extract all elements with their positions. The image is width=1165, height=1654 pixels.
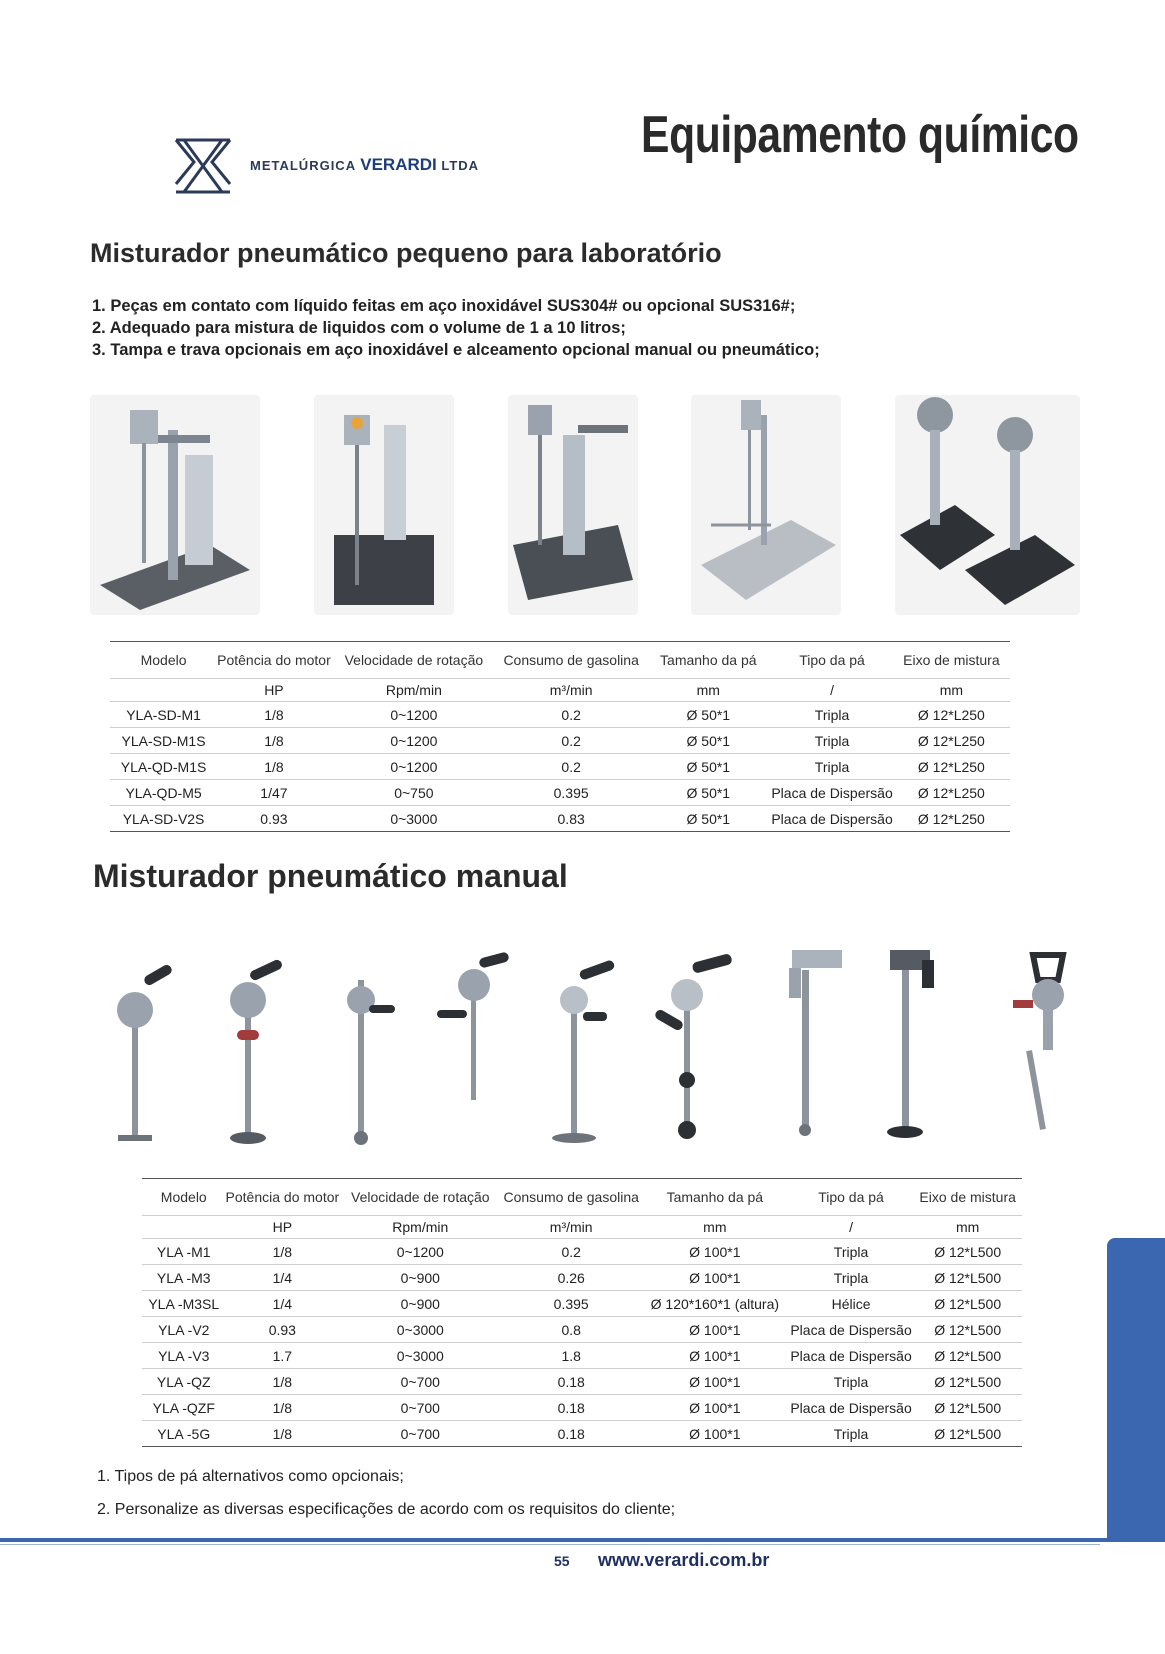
table-cell: Placa de Dispersão <box>789 1317 914 1343</box>
column-header: Potência do motor <box>226 1179 340 1216</box>
table-cell: 1/8 <box>217 702 331 728</box>
unit-cell: / <box>789 1216 914 1239</box>
table-cell: Ø 120*160*1 (altura) <box>641 1291 789 1317</box>
hand-mixer-photo <box>880 950 975 1150</box>
hand-mixer-photo <box>314 950 409 1150</box>
column-header: Potência do motor <box>217 642 331 679</box>
table-cell: Ø 12*L250 <box>893 754 1010 780</box>
table-row <box>142 1343 1022 1369</box>
table-cell: Ø 100*1 <box>641 1395 789 1421</box>
feature-item: 3. Tampa e trava opcionais em aço inoxidável e alceamento opcional manual ou pneumático; <box>92 341 820 359</box>
page-number: 55 <box>554 1553 570 1569</box>
table-cell: 0.26 <box>501 1265 641 1291</box>
table-cell: Ø 12*L500 <box>913 1317 1022 1343</box>
table-cell: 0.93 <box>226 1317 340 1343</box>
column-header: Consumo de gasolina <box>497 642 645 679</box>
unit-cell: / <box>771 679 892 702</box>
table-cell: 0~900 <box>339 1265 501 1291</box>
table-cell: 0~1200 <box>331 754 497 780</box>
table-cell: Ø 100*1 <box>641 1317 789 1343</box>
table-cell: YLA-QD-M5 <box>110 780 217 806</box>
table-cell: Placa de Dispersão <box>771 806 892 832</box>
unit-cell: Rpm/min <box>331 679 497 702</box>
table-cell: Ø 12*L500 <box>913 1239 1022 1265</box>
feature-list <box>92 295 820 361</box>
unit-cell: mm <box>893 679 1010 702</box>
hand-mixer-photo <box>88 950 183 1150</box>
table-row <box>110 806 1010 832</box>
lab-mixer-stand-icon <box>895 395 1080 615</box>
hand-mixer-icon <box>541 950 636 1150</box>
table-cell: 1/8 <box>217 728 331 754</box>
column-header: Modelo <box>142 1179 226 1216</box>
hand-mixer-icon <box>880 950 975 1150</box>
column-header: Tipo da pá <box>771 642 892 679</box>
table-cell: YLA -5G <box>142 1421 226 1447</box>
table-row <box>142 1265 1022 1291</box>
unit-cell: mm <box>645 679 771 702</box>
table-cell: 0.2 <box>497 754 645 780</box>
hand-mixer-photo-row <box>88 950 1088 1150</box>
table-cell: YLA-SD-M1S <box>110 728 217 754</box>
table-header-row <box>142 1179 1022 1216</box>
table-cell: 0~700 <box>339 1395 501 1421</box>
column-header: Eixo de mistura <box>893 642 1010 679</box>
lab-mixer-photo-row <box>90 395 1080 625</box>
table-cell: 0~750 <box>331 780 497 806</box>
table-cell: 0.2 <box>497 702 645 728</box>
unit-cell: m³/min <box>501 1216 641 1239</box>
table-cell: Ø 12*L250 <box>893 780 1010 806</box>
table-cell: YLA -M3 <box>142 1265 226 1291</box>
table-cell: Tripla <box>771 754 892 780</box>
table-cell: 0~3000 <box>339 1317 501 1343</box>
unit-cell: mm <box>641 1216 789 1239</box>
table-cell: Ø 12*L250 <box>893 702 1010 728</box>
table-cell: Tripla <box>771 702 892 728</box>
table-cell: 0~1200 <box>331 728 497 754</box>
side-tab <box>1107 1238 1165 1538</box>
table-cell: Tripla <box>771 728 892 754</box>
table-cell: Ø 12*L500 <box>913 1343 1022 1369</box>
table-cell: Ø 12*L500 <box>913 1421 1022 1447</box>
lab-mixer-photo <box>314 395 454 615</box>
table-cell: 0~3000 <box>339 1343 501 1369</box>
table-cell: 0.395 <box>501 1291 641 1317</box>
table-cell: 0.18 <box>501 1369 641 1395</box>
table-cell: Ø 50*1 <box>645 702 771 728</box>
section-title-lab-mixer: Misturador pneumático pequeno para laboratório <box>90 238 722 268</box>
logo-wordmark: METALÚRGICA VERARDI LTDA <box>250 155 480 174</box>
table-cell: Ø 100*1 <box>641 1369 789 1395</box>
table-cell: Hélice <box>789 1291 914 1317</box>
section-title-manual-mixer: Misturador pneumático manual <box>93 858 568 894</box>
table-cell: 0.93 <box>217 806 331 832</box>
table-cell: Tripla <box>789 1239 914 1265</box>
website-link[interactable]: www.verardi.com.br <box>598 1550 770 1570</box>
table-cell: Ø 50*1 <box>645 806 771 832</box>
unit-cell <box>142 1216 226 1239</box>
lab-mixer-spec-table <box>110 641 1010 832</box>
table-cell: YLA-SD-V2S <box>110 806 217 832</box>
footer-rule <box>0 1538 1165 1542</box>
hand-mixer-photo <box>427 950 522 1150</box>
feature-item: 1. Peças em contato com líquido feitas em aço inoxidável SUS304# ou opcional SUS316#; <box>92 297 796 315</box>
footer-rule-thin <box>0 1544 1100 1545</box>
table-cell: YLA -V2 <box>142 1317 226 1343</box>
hand-mixer-icon <box>201 950 296 1150</box>
table-cell: 0~3000 <box>331 806 497 832</box>
table-cell: Tripla <box>789 1369 914 1395</box>
table-row <box>142 1291 1022 1317</box>
table-cell: Placa de Dispersão <box>789 1395 914 1421</box>
table-cell: 1.8 <box>501 1343 641 1369</box>
unit-cell: HP <box>217 679 331 702</box>
table-cell: 1/4 <box>226 1265 340 1291</box>
page-title: Equipamento químico <box>641 106 1079 164</box>
column-header: Velocidade de rotação <box>331 642 497 679</box>
feature-item: 2. Adequado para mistura de liquidos com o volume de 1 a 10 litros; <box>92 319 626 337</box>
notes-list <box>97 1460 675 1526</box>
table-cell: 0.2 <box>497 728 645 754</box>
table-cell: 0~900 <box>339 1291 501 1317</box>
table-cell: YLA -M3SL <box>142 1291 226 1317</box>
lab-mixer-photo <box>691 395 841 615</box>
table-cell: Tripla <box>789 1421 914 1447</box>
table-cell: YLA -QZF <box>142 1395 226 1421</box>
table-cell: YLA -M1 <box>142 1239 226 1265</box>
hand-mixer-icon <box>427 950 522 1150</box>
hand-mixer-photo <box>201 950 296 1150</box>
table-cell: 0~1200 <box>339 1239 501 1265</box>
table-row <box>142 1317 1022 1343</box>
column-header: Eixo de mistura <box>913 1179 1022 1216</box>
table-row <box>142 1369 1022 1395</box>
column-header: Modelo <box>110 642 217 679</box>
hand-mixer-photo <box>541 950 636 1150</box>
table-row <box>110 780 1010 806</box>
unit-cell: HP <box>226 1216 340 1239</box>
lab-mixer-stand-icon <box>508 395 638 615</box>
table-cell: 0.18 <box>501 1421 641 1447</box>
table-cell: Placa de Dispersão <box>771 780 892 806</box>
unit-cell: Rpm/min <box>339 1216 501 1239</box>
hand-mixer-icon <box>314 950 409 1150</box>
table-cell: Tripla <box>789 1265 914 1291</box>
table-cell: Placa de Dispersão <box>789 1343 914 1369</box>
company-logo <box>170 130 510 200</box>
table-cell: 0.8 <box>501 1317 641 1343</box>
unit-cell <box>110 679 217 702</box>
table-cell: 0~1200 <box>331 702 497 728</box>
unit-cell: mm <box>913 1216 1022 1239</box>
table-cell: 0~700 <box>339 1421 501 1447</box>
table-cell: 1/8 <box>226 1369 340 1395</box>
table-row <box>110 754 1010 780</box>
hand-mixer-photo <box>767 950 862 1150</box>
lab-mixer-stand-icon <box>90 395 260 615</box>
manual-mixer-spec-table <box>142 1178 1022 1447</box>
table-cell: Ø 50*1 <box>645 754 771 780</box>
table-cell: 0.18 <box>501 1395 641 1421</box>
column-header: Tamanho da pá <box>641 1179 789 1216</box>
table-cell: 1/8 <box>226 1395 340 1421</box>
table-cell: YLA-QD-M1S <box>110 754 217 780</box>
table-cell: Ø 100*1 <box>641 1265 789 1291</box>
table-cell: 0.83 <box>497 806 645 832</box>
hand-mixer-icon <box>767 950 862 1150</box>
unit-cell: m³/min <box>497 679 645 702</box>
table-cell: YLA-SD-M1 <box>110 702 217 728</box>
table-row <box>142 1395 1022 1421</box>
lab-mixer-stand-icon <box>314 395 454 615</box>
table-cell: 0.395 <box>497 780 645 806</box>
column-header: Tamanho da pá <box>645 642 771 679</box>
table-cell: Ø 100*1 <box>641 1343 789 1369</box>
table-cell: Ø 50*1 <box>645 728 771 754</box>
lab-mixer-photo <box>508 395 638 615</box>
table-cell: 1.7 <box>226 1343 340 1369</box>
note-item: 2. Personalize as diversas especificações de acordo com os requisitos do cliente; <box>97 1501 676 1518</box>
table-row <box>110 702 1010 728</box>
table-cell: 1/8 <box>217 754 331 780</box>
table-cell: Ø 12*L250 <box>893 728 1010 754</box>
table-cell: 1/8 <box>226 1421 340 1447</box>
table-cell: 1/47 <box>217 780 331 806</box>
lab-mixer-stand-icon <box>691 395 841 615</box>
table-cell: YLA -V3 <box>142 1343 226 1369</box>
table-cell: 0~700 <box>339 1369 501 1395</box>
lab-mixer-photo <box>90 395 260 615</box>
hand-mixer-icon <box>88 950 183 1150</box>
column-header: Consumo de gasolina <box>501 1179 641 1216</box>
hand-mixer-icon <box>654 950 749 1150</box>
table-cell: Ø 100*1 <box>641 1421 789 1447</box>
table-cell: Ø 12*L500 <box>913 1265 1022 1291</box>
column-header: Velocidade de rotação <box>339 1179 501 1216</box>
table-cell: 1/4 <box>226 1291 340 1317</box>
hand-mixer-photo <box>993 950 1088 1150</box>
table-cell: 0.2 <box>501 1239 641 1265</box>
table-cell: 1/8 <box>226 1239 340 1265</box>
table-row <box>142 1421 1022 1447</box>
verardi-monogram-icon <box>170 132 236 198</box>
column-header: Tipo da pá <box>789 1179 914 1216</box>
hand-mixer-photo <box>654 950 749 1150</box>
table-row <box>142 1239 1022 1265</box>
lab-mixer-photo <box>895 395 1080 615</box>
table-cell: Ø 100*1 <box>641 1239 789 1265</box>
note-item: 1. Tipos de pá alternativos como opcionais; <box>97 1468 404 1485</box>
table-row <box>110 728 1010 754</box>
table-cell: YLA -QZ <box>142 1369 226 1395</box>
table-cell: Ø 12*L500 <box>913 1395 1022 1421</box>
table-units-row <box>142 1216 1022 1239</box>
table-cell: Ø 12*L500 <box>913 1291 1022 1317</box>
table-header-row <box>110 642 1010 679</box>
table-units-row <box>110 679 1010 702</box>
table-cell: Ø 12*L250 <box>893 806 1010 832</box>
table-cell: Ø 50*1 <box>645 780 771 806</box>
table-cell: Ø 12*L500 <box>913 1369 1022 1395</box>
hand-mixer-icon <box>993 950 1088 1150</box>
